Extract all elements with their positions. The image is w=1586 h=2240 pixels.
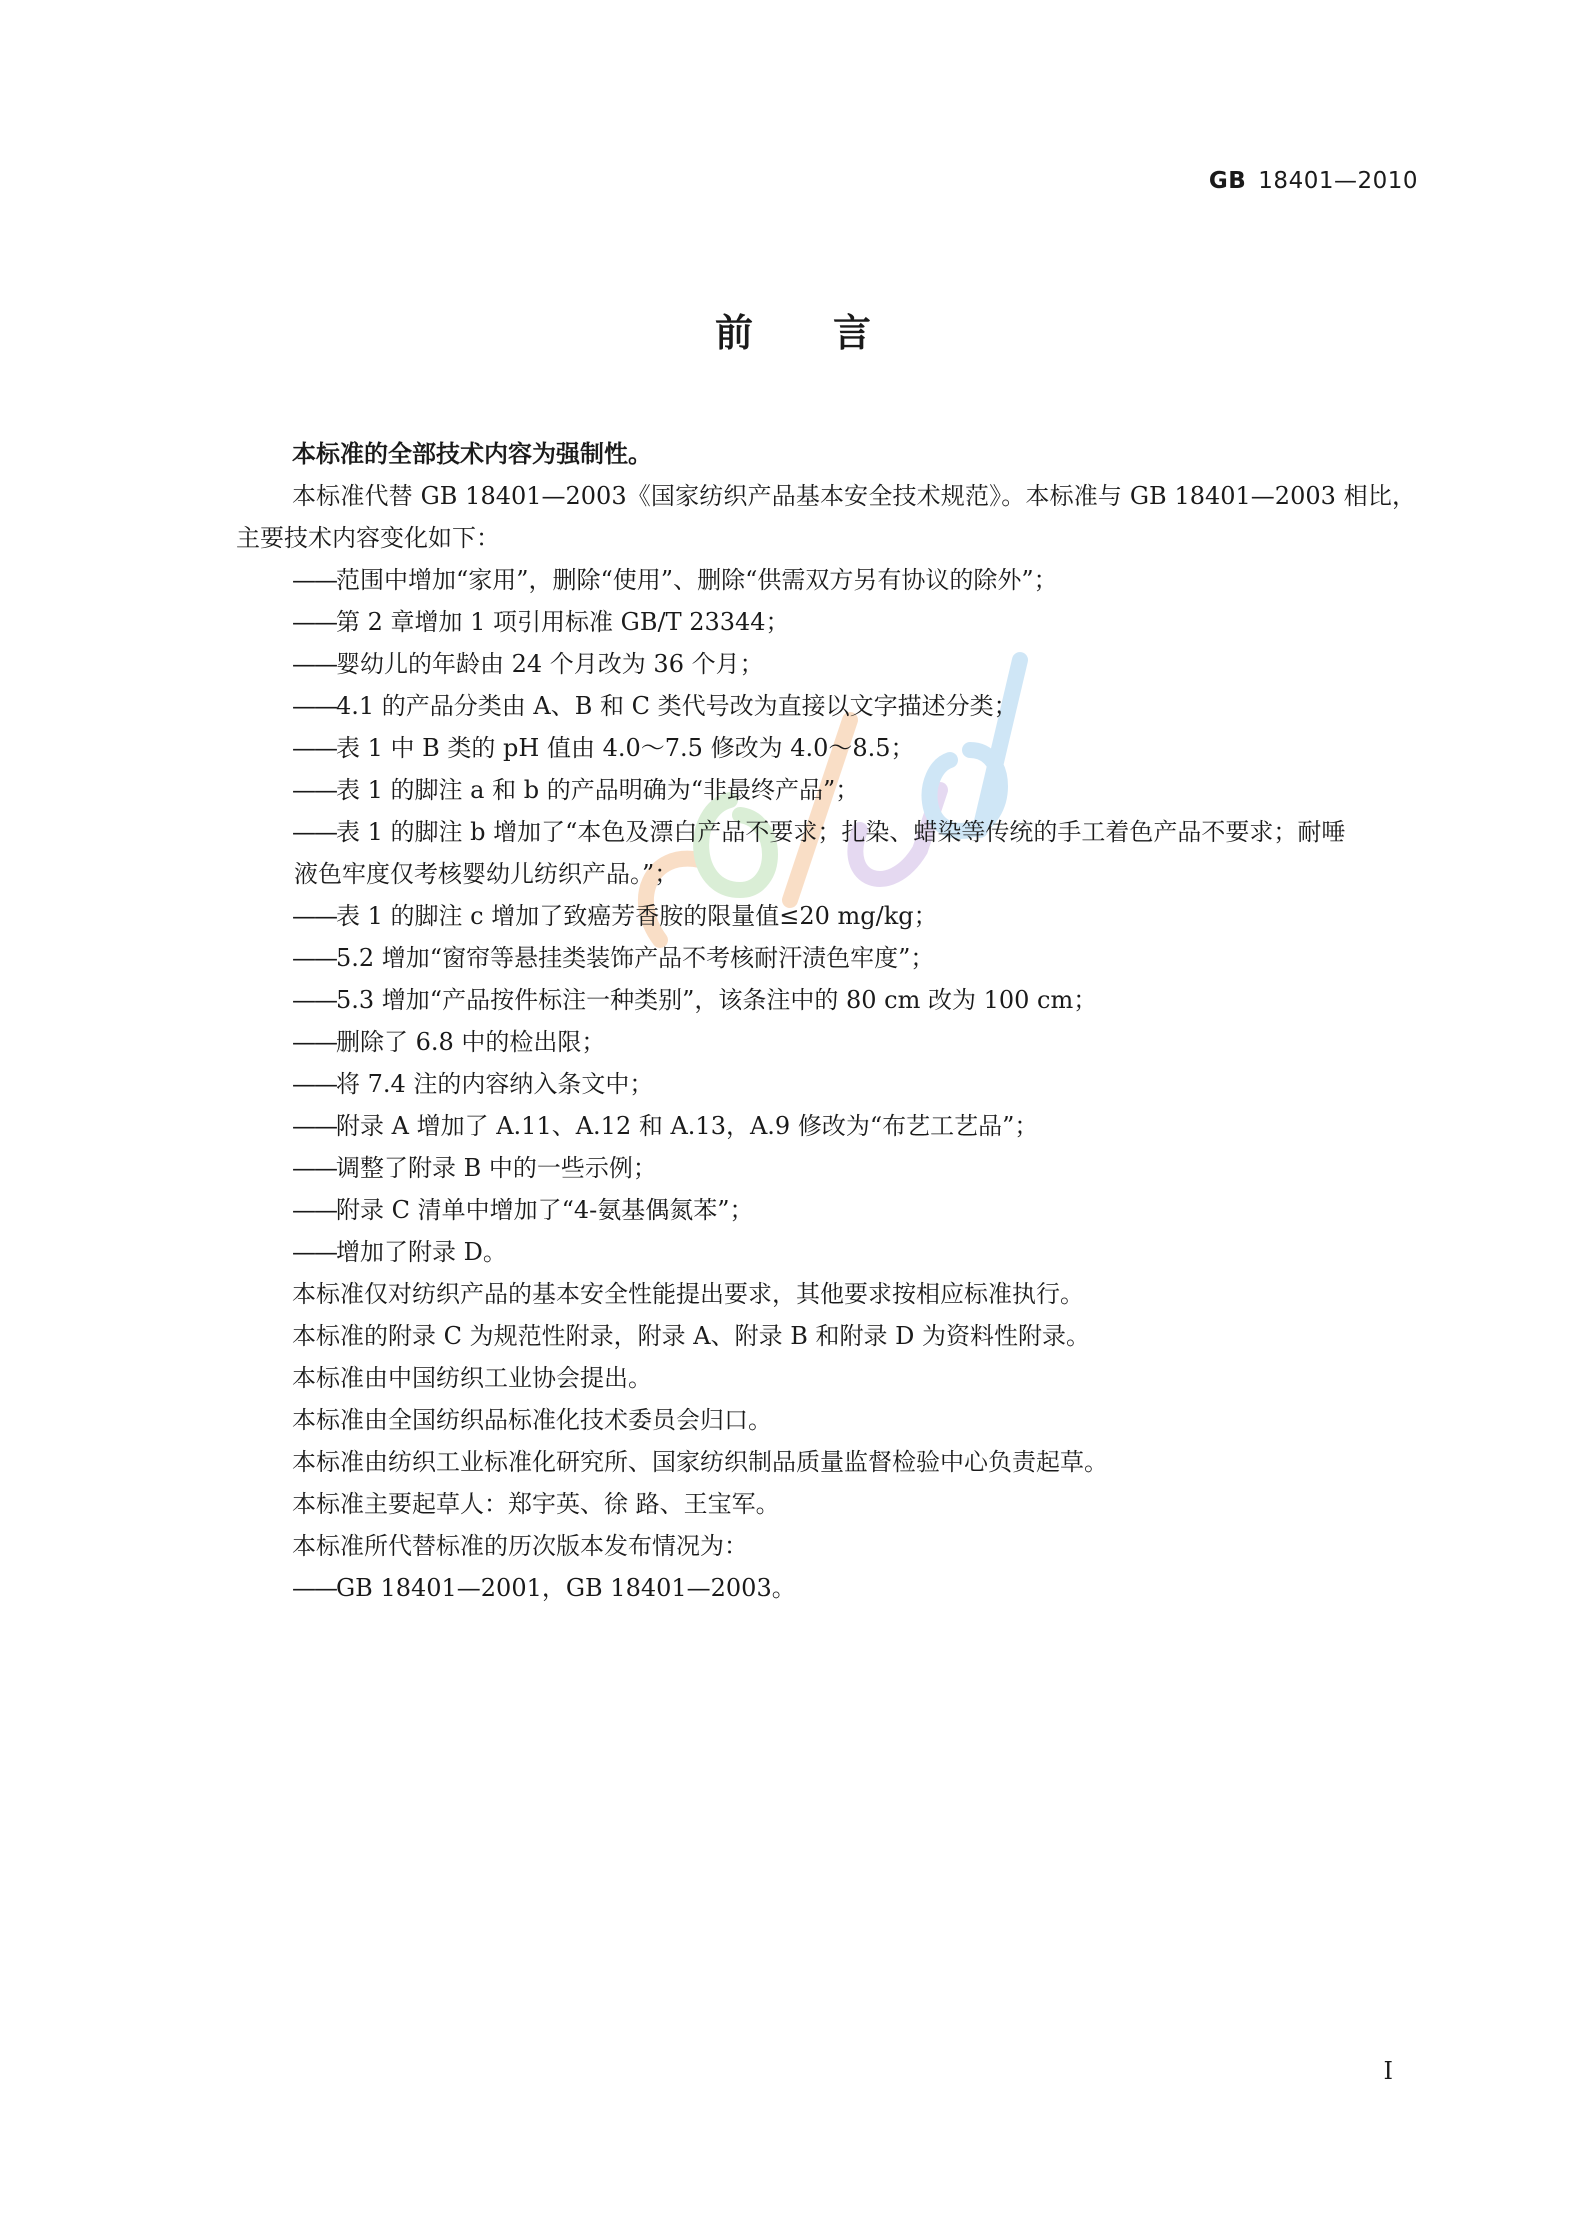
list-item (236, 1231, 1416, 1273)
list-item-text: 增加了附录 D。 (336, 1238, 507, 1266)
list-item-text: 将 7.4 注的内容纳入条文中； (336, 1070, 654, 1098)
list-item-text: 5.3 增加“产品按件标注一种类别”，该条注中的 80 cm 改为 100 cm； (336, 986, 1098, 1014)
list-item (236, 601, 1416, 643)
list-item-text: 删除了 6.8 中的检出限； (336, 1028, 606, 1056)
paragraph: 本标准由全国纺织品标准化技术委员会归口。 (292, 1406, 772, 1434)
list-item-text: 范围中增加“家用”，删除“使用”、删除“供需双方另有协议的除外”； (336, 566, 1058, 594)
paragraph: 本标准代替 GB 18401—2003《国家纺织产品基本安全技术规范》。本标准与 GB 18401—2003 相比，主要技术内容变化如下： (236, 482, 1416, 552)
standard-code (1209, 168, 1418, 194)
list-item (236, 937, 1416, 979)
list-item (236, 1105, 1416, 1147)
standard-prefix: GB (1208, 168, 1247, 194)
page-number: I (1383, 2057, 1393, 2085)
list-item (236, 559, 1416, 601)
list-item (236, 643, 1416, 685)
list-item (236, 1063, 1416, 1105)
list-item (236, 1021, 1416, 1063)
list-item-text: 第 2 章增加 1 项引用标准 GB/T 23344； (336, 608, 790, 636)
paragraph: 本标准主要起草人：郑宇英、徐 路、王宝军。 (292, 1490, 780, 1518)
list-item-text: 表 1 的脚注 a 和 b 的产品明确为“非最终产品”； (336, 776, 860, 804)
paragraph: 本标准由中国纺织工业协会提出。 (292, 1364, 652, 1392)
list-item-text: 4.1 的产品分类由 A、B 和 C 类代号改为直接以文字描述分类； (336, 692, 1018, 720)
page-title: 前言 (714, 311, 951, 355)
list-item-text: 5.2 增加“窗帘等悬挂类装饰产品不考核耐汗渍色牢度”； (336, 944, 935, 972)
list-item-text: 表 1 中 B 类的 pH 值由 4.0～7.5 修改为 4.0～8.5； (336, 734, 915, 762)
list-item-text: 表 1 的脚注 b 增加了“本色及漂白产品不要求；扎染、蜡染等传统的手工着色产品不要求；耐唾 (336, 818, 1346, 846)
paragraph: 本标准仅对纺织产品的基本安全性能提出要求，其他要求按相应标准执行。 (292, 1280, 1084, 1308)
list-item (236, 979, 1416, 1021)
list-item (236, 685, 1416, 727)
list-item-text: 附录 A 增加了 A.11、A.12 和 A.13，A.9 修改为“布艺工艺品”； (336, 1112, 1039, 1140)
list-item-text: 调整了附录 B 中的一些示例； (336, 1154, 657, 1182)
preface-body (236, 433, 1416, 1609)
list-item-text: GB 18401—2001，GB 18401—2003。 (336, 1574, 796, 1602)
list-item (236, 1567, 1416, 1609)
paragraph: 本标准的全部技术内容为强制性。 (292, 440, 652, 468)
list-item (236, 811, 1416, 853)
list-item-text: 附录 C 清单中增加了“4-氨基偶氮苯”； (336, 1196, 754, 1224)
list-item (236, 727, 1416, 769)
list-item-text: 表 1 的脚注 c 增加了致癌芳香胺的限量值≤20 mg/kg； (336, 902, 938, 930)
list-item (236, 1147, 1416, 1189)
list-item-text: 婴幼儿的年龄由 24 个月改为 36 个月； (336, 650, 764, 678)
list-item-continuation: 液色牢度仅考核婴幼儿纺织产品。”； (294, 860, 679, 888)
list-item (236, 769, 1416, 811)
paragraph: 本标准由纺织工业标准化研究所、国家纺织制品质量监督检验中心负责起草。 (292, 1448, 1108, 1476)
list-item (236, 895, 1416, 937)
standard-number: 18401—2010 (1258, 168, 1418, 194)
list-item (236, 1189, 1416, 1231)
paragraph: 本标准所代替标准的历次版本发布情况为： (292, 1532, 748, 1560)
paragraph: 本标准的附录 C 为规范性附录，附录 A、附录 B 和附录 D 为资料性附录。 (292, 1322, 1090, 1350)
